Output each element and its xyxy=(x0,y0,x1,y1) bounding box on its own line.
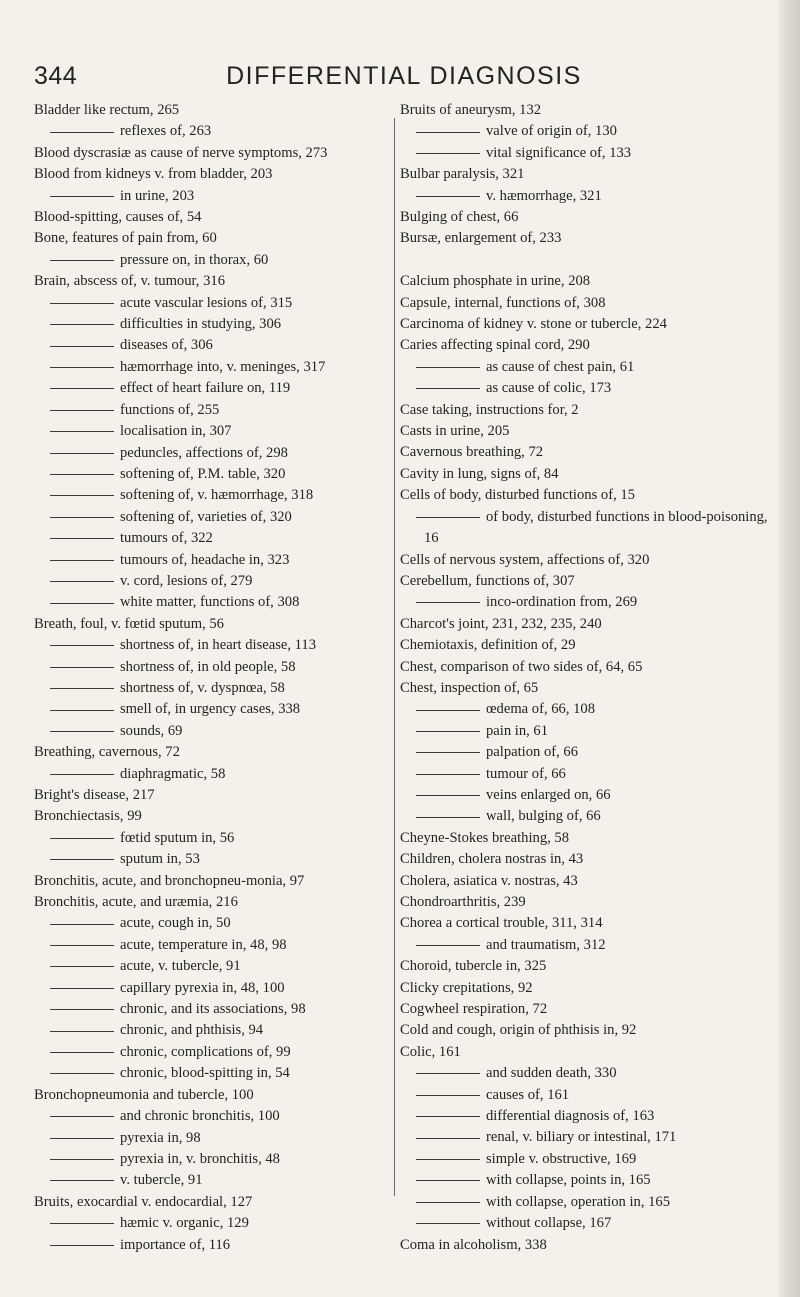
repeat-dash xyxy=(416,1202,480,1203)
entry-text: chronic, and phthisis, 94 xyxy=(120,1022,264,1039)
index-column-right xyxy=(400,100,772,1256)
index-entry xyxy=(400,421,772,442)
entry-text: softening of, P.M. table, 320 xyxy=(120,465,286,482)
index-entry xyxy=(400,635,772,656)
entry-text: Charcot's joint, 231, 232, 235, 240 xyxy=(400,615,602,632)
index-subentry xyxy=(400,143,772,164)
repeat-dash xyxy=(50,603,114,604)
index-subentry xyxy=(34,1063,389,1084)
entry-text: palpation of, 66 xyxy=(486,744,579,761)
index-entry xyxy=(400,271,772,292)
entry-text: vital significance of, 133 xyxy=(486,144,632,161)
repeat-dash xyxy=(50,474,114,475)
entry-text: veins enlarged on, 66 xyxy=(486,786,611,803)
entry-text: hæmic v. organic, 129 xyxy=(120,1215,249,1232)
entry-text: reflexes of, 263 xyxy=(120,123,212,140)
repeat-dash xyxy=(50,688,114,689)
running-title: DIFFERENTIAL DIAGNOSIS xyxy=(226,62,582,90)
entry-text: Caries affecting spinal cord, 290 xyxy=(400,337,590,354)
index-entry xyxy=(34,100,389,121)
repeat-dash xyxy=(50,453,114,454)
repeat-dash xyxy=(416,1095,480,1096)
repeat-dash xyxy=(416,774,480,775)
entry-text: Coma in alcoholism, 338 xyxy=(400,1236,547,1253)
index-subentry xyxy=(34,657,389,678)
repeat-dash xyxy=(416,945,480,946)
entry-text: with collapse, points in, 165 xyxy=(486,1172,651,1189)
index-subentry xyxy=(34,913,389,934)
index-entry xyxy=(400,293,772,314)
entry-text: of body, disturbed functions in blood-poisoning, 16 xyxy=(424,508,768,547)
index-entry xyxy=(400,485,772,506)
index-subentry xyxy=(400,742,772,763)
repeat-dash xyxy=(50,1052,114,1053)
index-subentry xyxy=(34,335,389,356)
entry-text: Capsule, internal, functions of, 308 xyxy=(400,294,606,311)
index-entry xyxy=(400,550,772,571)
index-subentry xyxy=(400,1170,772,1191)
repeat-dash xyxy=(50,324,114,325)
index-entry xyxy=(34,871,389,892)
entry-text: Bruits, exocardial v. endocardial, 127 xyxy=(34,1193,253,1210)
entry-text: white matter, functions of, 308 xyxy=(120,594,300,611)
entry-text: Breath, foul, v. fœtid sputum, 56 xyxy=(34,615,224,632)
entry-text: importance of, 116 xyxy=(120,1236,231,1253)
entry-text: inco-ordination from, 269 xyxy=(486,594,638,611)
index-entry xyxy=(34,742,389,763)
entry-text: pressure on, in thorax, 60 xyxy=(120,251,269,268)
entry-text: Breathing, cavernous, 72 xyxy=(34,744,180,761)
entry-text: Bronchopneumonia and tubercle, 100 xyxy=(34,1086,254,1103)
repeat-dash xyxy=(50,367,114,368)
index-entry xyxy=(400,828,772,849)
index-entry xyxy=(34,614,389,635)
index-entry xyxy=(400,335,772,356)
index-entry xyxy=(400,978,772,999)
entry-text: hæmorrhage into, v. meninges, 317 xyxy=(120,358,326,375)
repeat-dash xyxy=(50,303,114,304)
index-entry xyxy=(34,228,389,249)
page-edge-shadow xyxy=(778,0,800,1297)
repeat-dash xyxy=(50,966,114,967)
entry-text: Case taking, instructions for, 2 xyxy=(400,401,579,418)
index-entry xyxy=(400,228,772,249)
entry-text: Calcium phosphate in urine, 208 xyxy=(400,273,591,290)
entry-text: capillary pyrexia in, 48, 100 xyxy=(120,979,285,996)
repeat-dash xyxy=(416,795,480,796)
index-subentry xyxy=(34,485,389,506)
index-subentry xyxy=(34,443,389,464)
index-subentry xyxy=(400,1063,772,1084)
entry-text: Cogwheel respiration, 72 xyxy=(400,1001,548,1018)
entry-text: tumour of, 66 xyxy=(486,765,566,782)
entry-text: Chemiotaxis, definition of, 29 xyxy=(400,637,576,654)
entry-text: Cerebellum, functions of, 307 xyxy=(400,572,575,589)
repeat-dash xyxy=(416,1180,480,1181)
repeat-dash xyxy=(416,1116,480,1117)
entry-text: diaphragmatic, 58 xyxy=(120,765,226,782)
index-subentry xyxy=(34,1149,389,1170)
index-subentry xyxy=(34,464,389,485)
index-entry xyxy=(34,1192,389,1213)
index-entry xyxy=(400,464,772,485)
entry-text: in urine, 203 xyxy=(120,187,195,204)
index-entry xyxy=(400,999,772,1020)
index-column-left xyxy=(34,100,389,1256)
entry-text: v. cord, lesions of, 279 xyxy=(120,572,253,589)
entry-text: Cells of nervous system, affections of, 320 xyxy=(400,551,650,568)
entry-text: acute vascular lesions of, 315 xyxy=(120,294,293,311)
entry-text: Clicky crepitations, 92 xyxy=(400,979,533,996)
page-header xyxy=(34,58,774,98)
index-subentry xyxy=(400,1213,772,1234)
repeat-dash xyxy=(50,774,114,775)
entry-text: Cavity in lung, signs of, 84 xyxy=(400,465,559,482)
repeat-dash xyxy=(50,388,114,389)
index-subentry xyxy=(400,592,772,613)
repeat-dash xyxy=(416,1073,480,1074)
entry-text: peduncles, affections of, 298 xyxy=(120,444,288,461)
entry-text: Children, cholera nostras in, 43 xyxy=(400,851,584,868)
entry-text: softening of, v. hæmorrhage, 318 xyxy=(120,487,314,504)
repeat-dash xyxy=(50,581,114,582)
entry-text: Bone, features of pain from, 60 xyxy=(34,230,217,247)
repeat-dash xyxy=(50,924,114,925)
index-subentry xyxy=(34,935,389,956)
index-entry xyxy=(400,207,772,228)
entry-text: and chronic bronchitis, 100 xyxy=(120,1108,280,1125)
entry-text: Bronchiectasis, 99 xyxy=(34,808,142,825)
entry-text: effect of heart failure on, 119 xyxy=(120,380,291,397)
repeat-dash xyxy=(416,388,480,389)
repeat-dash xyxy=(50,410,114,411)
column-divider xyxy=(394,118,395,1196)
index-subentry xyxy=(34,635,389,656)
entry-text: shortness of, in heart disease, 113 xyxy=(120,637,317,654)
entry-text: smell of, in urgency cases, 338 xyxy=(120,701,301,718)
entry-text: tumours of, 322 xyxy=(120,530,213,547)
repeat-dash xyxy=(50,1073,114,1074)
index-entry xyxy=(34,207,389,228)
repeat-dash xyxy=(50,1223,114,1224)
index-entry xyxy=(400,571,772,592)
entry-text: Chorea a cortical trouble, 311, 314 xyxy=(400,915,603,932)
index-subentry xyxy=(34,849,389,870)
repeat-dash xyxy=(416,153,480,154)
entry-text: Bladder like rectum, 265 xyxy=(34,102,180,118)
index-subentry xyxy=(400,1106,772,1127)
entry-text: as cause of chest pain, 61 xyxy=(486,358,635,375)
index-subentry xyxy=(400,1085,772,1106)
repeat-dash xyxy=(416,1223,480,1224)
repeat-dash xyxy=(50,988,114,989)
index-entry xyxy=(400,913,772,934)
entry-text: Casts in urine, 205 xyxy=(400,423,510,440)
index-entry xyxy=(400,442,772,463)
entry-text: sounds, 69 xyxy=(120,722,183,739)
entry-text: sputum in, 53 xyxy=(120,851,200,868)
entry-text: acute, v. tubercle, 91 xyxy=(120,958,241,975)
index-entry xyxy=(34,271,389,292)
repeat-dash xyxy=(50,1159,114,1160)
index-subentry xyxy=(34,1020,389,1041)
repeat-dash xyxy=(416,731,480,732)
entry-text: shortness of, in old people, 58 xyxy=(120,658,296,675)
entry-text: Choroid, tubercle in, 325 xyxy=(400,958,547,975)
entry-text: chronic, and its associations, 98 xyxy=(120,1001,306,1018)
entry-text: pyrexia in, 98 xyxy=(120,1129,201,1146)
index-subentry xyxy=(400,121,772,142)
index-subentry xyxy=(34,400,389,421)
repeat-dash xyxy=(50,945,114,946)
index-subentry xyxy=(34,1170,389,1191)
index-entry xyxy=(400,1042,772,1063)
index-subentry xyxy=(34,828,389,849)
entry-text: Chest, inspection of, 65 xyxy=(400,679,539,696)
entry-text: differential diagnosis of, 163 xyxy=(486,1108,655,1125)
index-subentry xyxy=(34,721,389,742)
entry-text: Chondroarthritis, 239 xyxy=(400,894,526,911)
index-entry xyxy=(400,614,772,635)
entry-text: fœtid sputum in, 56 xyxy=(120,829,235,846)
repeat-dash xyxy=(416,602,480,603)
index-subentry xyxy=(34,1042,389,1063)
index-subentry xyxy=(34,1213,389,1234)
repeat-dash xyxy=(50,1116,114,1117)
entry-text: Bulbar paralysis, 321 xyxy=(400,166,525,183)
entry-text: as cause of colic, 173 xyxy=(486,380,612,397)
entry-text: without collapse, 167 xyxy=(486,1215,612,1232)
entry-text: Cholera, asiatica v. nostras, 43 xyxy=(400,872,578,889)
index-subentry xyxy=(400,806,772,827)
index-entry xyxy=(400,892,772,913)
index-subentry xyxy=(400,764,772,785)
repeat-dash xyxy=(416,196,480,197)
repeat-dash xyxy=(50,517,114,518)
index-entry xyxy=(34,1085,389,1106)
repeat-dash xyxy=(50,260,114,261)
entry-text: functions of, 255 xyxy=(120,401,220,418)
repeat-dash xyxy=(50,731,114,732)
entry-text: and sudden death, 330 xyxy=(486,1065,617,1082)
repeat-dash xyxy=(50,1138,114,1139)
entry-text: pain in, 61 xyxy=(486,722,549,739)
entry-text: Chest, comparison of two sides of, 64, 65 xyxy=(400,658,643,675)
index-subentry xyxy=(34,978,389,999)
repeat-dash xyxy=(50,431,114,432)
entry-text: chronic, complications of, 99 xyxy=(120,1043,291,1060)
index-subentry xyxy=(34,571,389,592)
index-subentry xyxy=(34,357,389,378)
entry-text: acute, temperature in, 48, 98 xyxy=(120,936,287,953)
repeat-dash xyxy=(50,859,114,860)
index-entry xyxy=(34,143,389,164)
index-entry xyxy=(400,657,772,678)
index-subentry xyxy=(400,721,772,742)
repeat-dash xyxy=(416,1138,480,1139)
entry-text: Blood dyscrasiæ as cause of nerve symptoms, 273 xyxy=(34,144,328,161)
index-subentry xyxy=(34,592,389,613)
index-subentry xyxy=(400,507,772,550)
index-subentry xyxy=(400,1149,772,1170)
repeat-dash xyxy=(50,1245,114,1246)
entry-text: causes of, 161 xyxy=(486,1086,570,1103)
entry-text: Bronchitis, acute, and bronchopneu-monia, 97 xyxy=(34,872,305,889)
index-entry xyxy=(400,164,772,185)
index-subentry xyxy=(400,1127,772,1148)
index-subentry xyxy=(400,378,772,399)
entry-text: tumours of, headache in, 323 xyxy=(120,551,290,568)
index-subentry xyxy=(34,699,389,720)
index-subentry xyxy=(34,550,389,571)
repeat-dash xyxy=(50,667,114,668)
repeat-dash xyxy=(50,346,114,347)
entry-text: renal, v. biliary or intestinal, 171 xyxy=(486,1129,677,1146)
repeat-dash xyxy=(416,817,480,818)
entry-text: Cavernous breathing, 72 xyxy=(400,444,544,461)
index-subentry xyxy=(34,378,389,399)
index-subentry xyxy=(34,421,389,442)
entry-text: Bulging of chest, 66 xyxy=(400,209,519,226)
entry-text: simple v. obstructive, 169 xyxy=(486,1150,637,1167)
entry-text: with collapse, operation in, 165 xyxy=(486,1193,671,1210)
index-subentry xyxy=(400,1192,772,1213)
entry-text: Blood from kidneys v. from bladder, 203 xyxy=(34,166,273,183)
index-subentry xyxy=(34,186,389,207)
index-entry xyxy=(34,806,389,827)
entry-text: Bruits of aneurysm, 132 xyxy=(400,102,542,118)
repeat-dash xyxy=(50,196,114,197)
entry-text: chronic, blood-spitting in, 54 xyxy=(120,1065,290,1082)
index-entry xyxy=(400,100,772,121)
repeat-dash xyxy=(50,132,114,133)
index-entry xyxy=(400,849,772,870)
repeat-dash xyxy=(416,367,480,368)
index-subentry xyxy=(34,1235,389,1256)
repeat-dash xyxy=(416,1159,480,1160)
repeat-dash xyxy=(416,132,480,133)
entry-text: v. tubercle, 91 xyxy=(120,1172,203,1189)
index-subentry xyxy=(34,999,389,1020)
repeat-dash xyxy=(50,710,114,711)
entry-text: Bright's disease, 217 xyxy=(34,787,155,803)
index-subentry xyxy=(34,1128,389,1149)
entry-text: Cold and cough, origin of phthisis in, 92 xyxy=(400,1022,637,1039)
page-number: 344 xyxy=(34,62,78,90)
entry-text: Bursæ, enlargement of, 233 xyxy=(400,230,562,247)
entry-text: v. hæmorrhage, 321 xyxy=(486,187,602,204)
index-entry xyxy=(400,871,772,892)
entry-text: œdema of, 66, 108 xyxy=(486,701,596,718)
index-subentry xyxy=(34,250,389,271)
entry-text: acute, cough in, 50 xyxy=(120,915,231,932)
index-subentry xyxy=(34,764,389,785)
repeat-dash xyxy=(50,838,114,839)
repeat-dash xyxy=(50,645,114,646)
index-subentry xyxy=(34,528,389,549)
index-subentry xyxy=(400,699,772,720)
entry-text: Carcinoma of kidney v. stone or tubercle, 224 xyxy=(400,316,667,333)
entry-text: valve of origin of, 130 xyxy=(486,123,617,140)
index-subentry xyxy=(400,357,772,378)
index-entry xyxy=(34,892,389,913)
repeat-dash xyxy=(50,1009,114,1010)
repeat-dash xyxy=(416,710,480,711)
entry-text: Bronchitis, acute, and uræmia, 216 xyxy=(34,894,238,911)
index-subentry xyxy=(34,1106,389,1127)
entry-text: Colic, 161 xyxy=(400,1043,461,1060)
index-entry xyxy=(400,1020,772,1041)
entry-text: Cells of body, disturbed functions of, 15 xyxy=(400,487,635,504)
index-entry xyxy=(400,956,772,977)
index-entry xyxy=(400,1235,772,1256)
repeat-dash xyxy=(416,517,480,518)
entry-text: and traumatism, 312 xyxy=(486,936,606,953)
repeat-dash xyxy=(50,1031,114,1032)
index-subentry xyxy=(400,935,772,956)
index-subentry xyxy=(400,186,772,207)
repeat-dash xyxy=(50,538,114,539)
repeat-dash xyxy=(50,560,114,561)
index-entry xyxy=(400,400,772,421)
repeat-dash xyxy=(416,752,480,753)
entry-text: pyrexia in, v. bronchitis, 48 xyxy=(120,1150,280,1167)
entry-text: wall, bulging of, 66 xyxy=(486,808,601,825)
index-entry xyxy=(400,314,772,335)
entry-text: Blood-spitting, causes of, 54 xyxy=(34,209,202,226)
index-entry xyxy=(34,785,389,806)
entry-text: shortness of, v. dyspnœa, 58 xyxy=(120,679,285,696)
entry-text: Brain, abscess of, v. tumour, 316 xyxy=(34,273,225,290)
repeat-dash xyxy=(50,1180,114,1181)
index-entry xyxy=(400,678,772,699)
index-subentry xyxy=(34,293,389,314)
entry-text: difficulties in studying, 306 xyxy=(120,316,282,333)
repeat-dash xyxy=(50,495,114,496)
entry-text: softening of, varieties of, 320 xyxy=(120,508,292,525)
index-subentry xyxy=(34,956,389,977)
index-entry xyxy=(34,164,389,185)
entry-text: diseases of, 306 xyxy=(120,337,213,354)
index-subentry xyxy=(34,121,389,142)
entry-text: localisation in, 307 xyxy=(120,423,232,440)
entry-text: Cheyne-Stokes breathing, 58 xyxy=(400,829,570,846)
index-subentry xyxy=(34,507,389,528)
index-subentry xyxy=(34,678,389,699)
index-subentry xyxy=(400,785,772,806)
index-subentry xyxy=(34,314,389,335)
